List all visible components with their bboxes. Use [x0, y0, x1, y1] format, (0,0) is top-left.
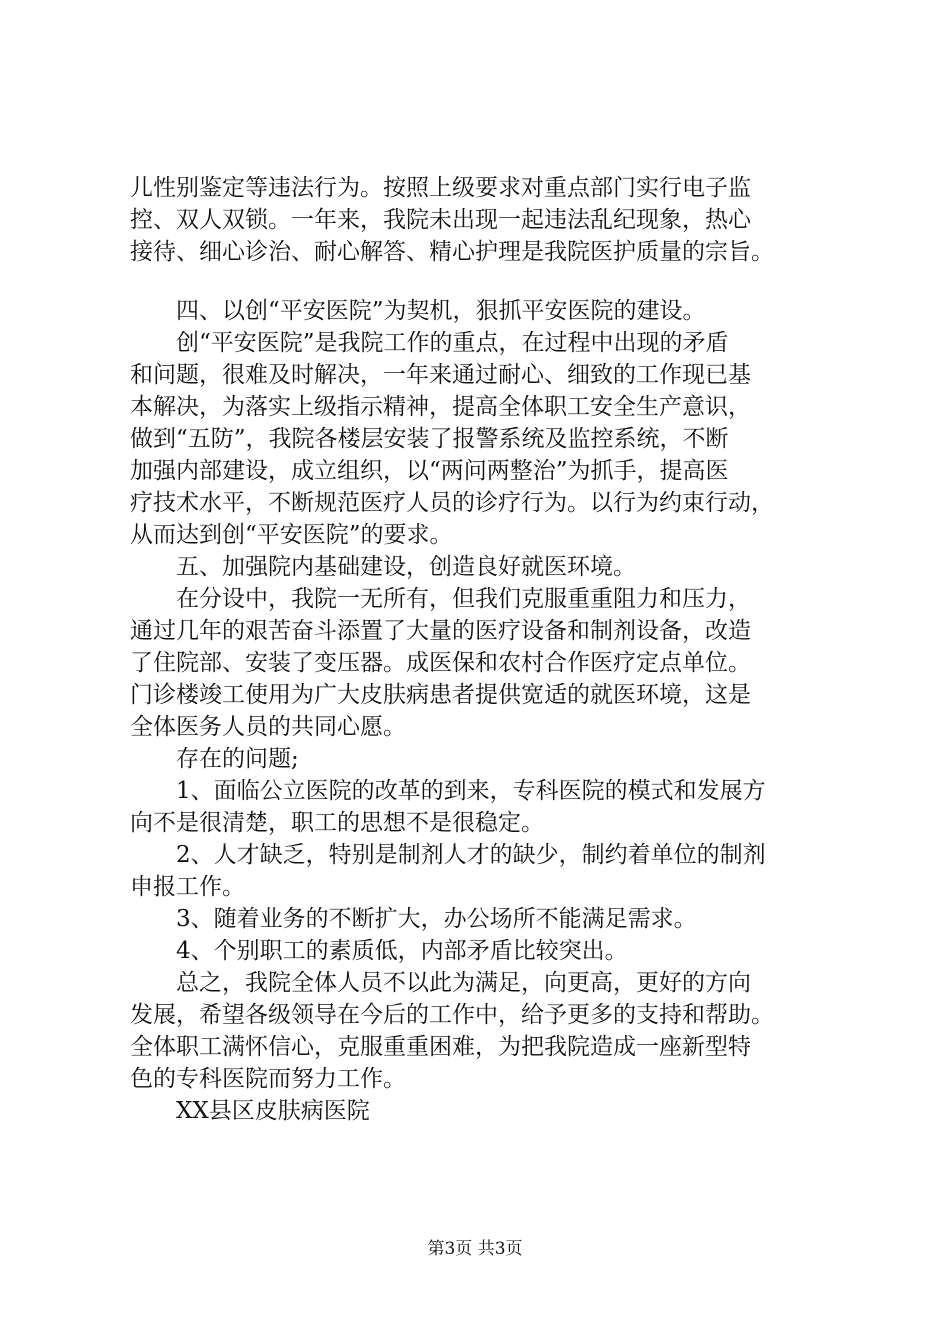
text-line: 通过几年的艰苦奋斗添置了大量的医疗设备和制剂设备，改造 — [130, 618, 751, 644]
text-line: 门诊楼竣工使用为广大皮肤病患者提供宽适的就医环境，这是 — [130, 682, 751, 708]
text-line: 2、人才缺乏，特别是制剂人才的缺少，制约着单位的制剂 — [176, 842, 766, 868]
text-line: 色的专科医院而努力工作。 — [130, 1066, 406, 1092]
problem-item-3: 3、随着业务的不断扩大，办公场所不能满足需求。 — [176, 906, 697, 932]
document-body — [130, 172, 850, 1127]
text-line: 从而达到创“平安医院”的要求。 — [130, 522, 453, 548]
text-line: 本解决，为落实上级指示精神，提高全体职工安全生产意识， — [130, 394, 751, 420]
problem-item-4: 4、个别职工的素质低，内部矛盾比较突出。 — [176, 938, 628, 964]
text-line: 和问题，很难及时解决，一年来通过耐心、细致的工作现已基 — [130, 362, 751, 388]
text-line: 做到“五防”，我院各楼层安装了报警系统及监控系统，不断 — [130, 426, 729, 452]
text-line: 接待、细心诊治、耐心解答、精心护理是我院医护质量的宗旨。 — [130, 239, 774, 265]
text-line: 全体医务人员的共同心愿。 — [130, 714, 406, 740]
problem-item-2 — [130, 839, 850, 903]
text-line: 了住院部、安装了变压器。成医保和农村合作医疗定点单位。 — [130, 650, 751, 676]
paragraph-continuation — [130, 172, 850, 268]
text-line: 向不是很清楚，职工的思想不是很稳定。 — [130, 810, 544, 836]
section-heading-4: 四、以创“平安医院”为契机，狠抓平安医院的建设。 — [176, 298, 706, 324]
section-heading-5: 五、加强院内基础建设，创造良好就医环境。 — [176, 554, 636, 580]
problem-item-1 — [130, 775, 850, 839]
text-line: 创“平安医院”是我院工作的重点，在过程中出现的矛盾 — [176, 330, 729, 356]
text-line: 在分设中，我院一无所有，但我们克服重重阻力和压力， — [176, 586, 751, 612]
text-line: 儿性别鉴定等违法行为。按照上级要求对重点部门实行电子监 — [130, 175, 751, 201]
text-line: 1、面临公立医院的改革的到来，专科医院的模式和发展方 — [176, 778, 766, 804]
paragraph-conclusion — [130, 967, 850, 1095]
text-line: 疗技术水平，不断规范医疗人员的诊疗行为。以行为约束行动， — [130, 490, 774, 516]
text-line: 全体职工满怀信心，克服重重困难，为把我院造成一座新型特 — [130, 1034, 751, 1060]
text-line: 加强内部建设，成立组织，以“两问两整治”为抓手，提高医 — [130, 458, 729, 484]
problems-heading: 存在的问题; — [176, 746, 299, 772]
page-footer: 第3页 共3页 — [427, 1239, 523, 1259]
paragraph-gap — [130, 268, 850, 295]
text-line: 发展，希望各级领导在今后的工作中，给予更多的支持和帮助。 — [130, 1002, 774, 1028]
paragraph-safe-hospital — [130, 327, 850, 551]
text-line: 总之，我院全体人员不以此为满足，向更高，更好的方向 — [176, 970, 751, 996]
paragraph-infrastructure — [130, 583, 850, 743]
text-line: 申报工作。 — [130, 874, 245, 900]
text-line: 控、双人双锁。一年来，我院未出现一起违法乱纪现象，热心 — [130, 207, 751, 233]
signature: XX县区皮肤病医院 — [176, 1098, 370, 1124]
